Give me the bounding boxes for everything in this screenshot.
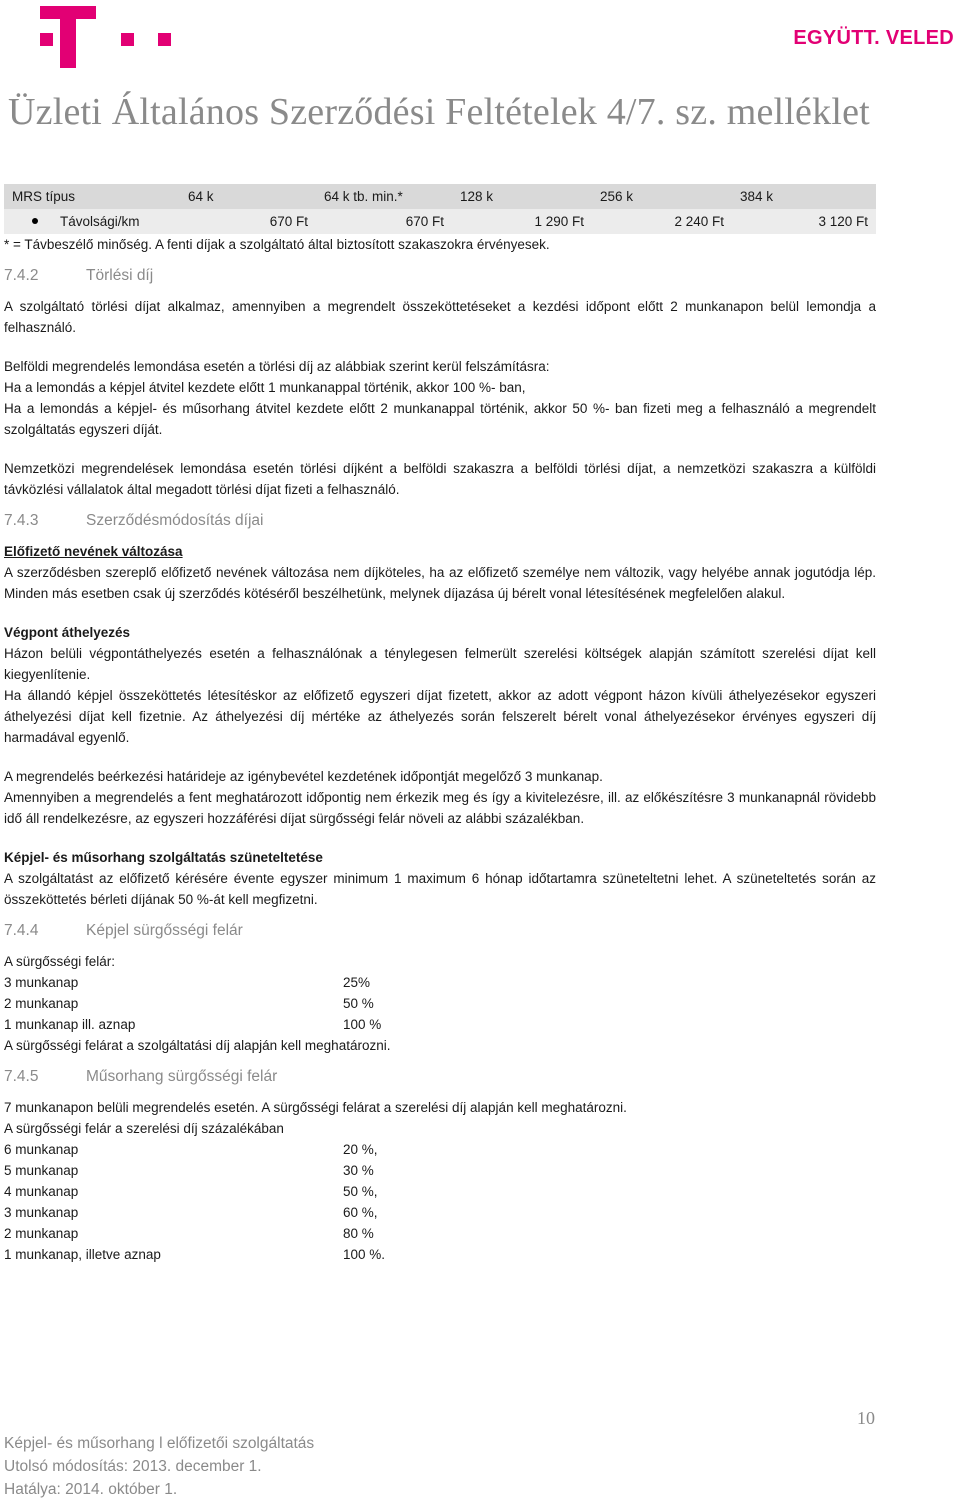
item-value: 80 % — [343, 1226, 374, 1241]
paragraph: Házon belüli végpontáthelyezés esetén a felhasználónak a ténylegesen felmerült szerelési költségek alapján számított szerelési díjat kell kiegyenlítenie. — [4, 646, 876, 682]
item-label: 3 munkanap — [4, 975, 79, 990]
table-header-cell: 128 k — [452, 184, 592, 209]
paragraph: Ha állandó képjel összeköttetés létesítéskor az előfizető egyszeri díjat fizetett, akkor az adott végpont házon kívüli áthelyezésekor egyszeri áthelyezési díjat kell fizetnie. Az áthelyezési díj mértéke az áthelyezés során felszerelt bérelt vonal áthelyezésekor érvényes egyszeri díj harmadával egyenlő. — [4, 688, 876, 745]
item-label: 2 munkanap — [4, 996, 79, 1011]
table-header-cell: 64 k — [180, 184, 316, 209]
paragraph: Amennyiben a megrendelés a fent meghatározott időpontig nem érkezik meg és így a kivitelezésre, ill. az előkészítésre 3 munkanapnál rövidebb idő áll rendelkezésre, az egyszeri hozzáférési díjat sürgősségi felár növeli az alábbi százalékban. — [4, 790, 876, 826]
paragraph-line: Ha a lemondás a képjel- és műsorhang átvitel kezdete előtt 2 munkanappal történik, akkor 50 %- ban fizeti meg a felhasználó a megrendelt szolgáltatás egyszeri díját. — [4, 401, 876, 437]
section-number: 7.4.3 — [4, 512, 39, 529]
item-label: 1 munkanap ill. aznap — [4, 1017, 136, 1032]
table-cell: 670 Ft — [180, 209, 316, 234]
table-header-cell: 256 k — [592, 184, 732, 209]
subheading: Előfizető nevének változása — [4, 544, 183, 559]
row-label-text: Távolsági/km — [60, 214, 140, 229]
section-title: Képjel sürgősségi felár — [86, 922, 243, 939]
table-cell: 670 Ft — [316, 209, 452, 234]
table-row-label — [4, 209, 180, 234]
paragraph-line: Ha a lemondás a képjel átvitel kezdete előtt 1 munkanappal történik, akkor 100 %- ban, — [4, 380, 526, 395]
section-heading-7-4-3 — [4, 510, 876, 531]
list-item — [4, 1202, 876, 1223]
document-body — [4, 184, 876, 1265]
item-label: 3 munkanap — [4, 1205, 79, 1220]
list-item — [4, 1244, 876, 1265]
table-header-cell: MRS típus — [4, 184, 180, 209]
paragraph: A szolgáltató törlési díjat alkalmaz, amennyiben a megrendelt összeköttetéseket a kezdési időpont előtt 2 munkanapon belül lemondja a felhasználó. — [4, 299, 876, 335]
footer — [4, 1432, 314, 1501]
section-number: 7.4.2 — [4, 267, 39, 284]
section-title: Szerződésmódosítás díjai — [86, 512, 264, 529]
slogan: EGYÜTT. VELED — [793, 27, 954, 49]
paragraph: A sürgősségi felár: — [4, 954, 116, 969]
list-item — [4, 1181, 876, 1202]
page-title: Üzleti Általános Szerződési Feltételek 4/7. sz. melléklet — [8, 91, 870, 133]
footer-line: Képjel- és műsorhang l előfizetői szolgáltatás — [4, 1435, 315, 1452]
paragraph-line: Belföldi megrendelés lemondása esetén a törlési díj az alábbiak szerint kerül felszámításra: — [4, 359, 550, 374]
item-label: 2 munkanap — [4, 1226, 79, 1241]
item-label: 6 munkanap — [4, 1142, 79, 1157]
list-item — [4, 972, 876, 993]
list-item — [4, 993, 876, 1014]
section-title: Műsorhang sürgősségi felár — [86, 1068, 278, 1085]
table-header-row — [4, 184, 876, 209]
item-value: 100 % — [343, 1017, 382, 1032]
subheading: Végpont áthelyezés — [4, 625, 131, 640]
item-value: 30 % — [343, 1163, 374, 1178]
list-item — [4, 1014, 876, 1035]
bullet-icon — [32, 218, 38, 224]
paragraph: 7 munkanapon belüli megrendelés esetén. A sürgősségi felárat a szerelési díj alapján kell meghatározni. — [4, 1100, 627, 1115]
paragraph: A sürgősségi felár a szerelési díj százalékában — [4, 1121, 284, 1136]
paragraph: A megrendelés beérkezési határideje az igénybevétel kezdetének időpontját megelőző 3 munkanap. — [4, 769, 603, 784]
section-heading-7-4-5 — [4, 1066, 876, 1087]
footer-line: Utolsó módosítás: 2013. december 1. — [4, 1458, 262, 1475]
section-number: 7.4.4 — [4, 922, 39, 939]
list-item — [4, 1223, 876, 1244]
item-value: 25% — [343, 975, 371, 990]
table-header-cell: 384 k — [732, 184, 876, 209]
item-value: 50 % — [343, 996, 374, 1011]
item-value: 50 %, — [343, 1184, 378, 1199]
section-heading-7-4-2 — [4, 265, 876, 286]
paragraph: A szolgáltatást az előfizető kérésére évente egyszer minimum 1 maximum 6 hónap időtartamra szüneteltetni lehet. A szüneteltetés során az összeköttetés bérleti díjának 50 %-át kell megfizetni. — [4, 871, 876, 907]
page-number: 10 — [857, 1408, 875, 1428]
list-item — [4, 1139, 876, 1160]
item-label: 4 munkanap — [4, 1184, 79, 1199]
mrs-price-table — [4, 184, 876, 234]
table-row — [4, 209, 876, 234]
table-cell: 2 240 Ft — [592, 209, 732, 234]
item-label: 5 munkanap — [4, 1163, 79, 1178]
subheading: Képjel- és műsorhang szolgáltatás szüneteltetése — [4, 850, 323, 865]
item-value: 60 %, — [343, 1205, 378, 1220]
table-header-cell: 64 k tb. min.* — [316, 184, 452, 209]
paragraph: A szerződésben szereplő előfizető nevének változása nem díjköteles, ha az előfizető személye nem változik, vagy helyébe annak jogutódja lép. Minden más esetben csak új szerződés kötéséről beszélhetünk, melynek díjazása új bérelt vonal létesítésének megfelelően alakul. — [4, 565, 876, 601]
item-value: 100 %. — [343, 1247, 386, 1262]
table-cell: 3 120 Ft — [732, 209, 876, 234]
section-heading-7-4-4 — [4, 920, 876, 941]
paragraph: A sürgősségi felárat a szolgáltatási díj alapján kell meghatározni. — [4, 1038, 391, 1053]
table-cell: 1 290 Ft — [452, 209, 592, 234]
list-item — [4, 1160, 876, 1181]
section-number: 7.4.5 — [4, 1068, 39, 1085]
item-value: 20 %, — [343, 1142, 378, 1157]
telekom-logo — [40, 6, 180, 70]
footer-line: Hatálya: 2014. október 1. — [4, 1481, 178, 1498]
item-label: 1 munkanap, illetve aznap — [4, 1247, 161, 1262]
paragraph: Nemzetközi megrendelések lemondása esetén törlési díjként a belföldi szakaszra a belföldi törlési díjat, a nemzetközi szakaszra a külföldi távközlési vállalatok által megadott törlési díjat fizeti a felhasználó. — [4, 461, 876, 497]
section-title: Törlési díj — [86, 267, 154, 284]
table-footnote: * = Távbeszélő minőség. A fenti díjak a szolgáltató által biztosított szakaszokra érvényesek. — [4, 237, 550, 252]
